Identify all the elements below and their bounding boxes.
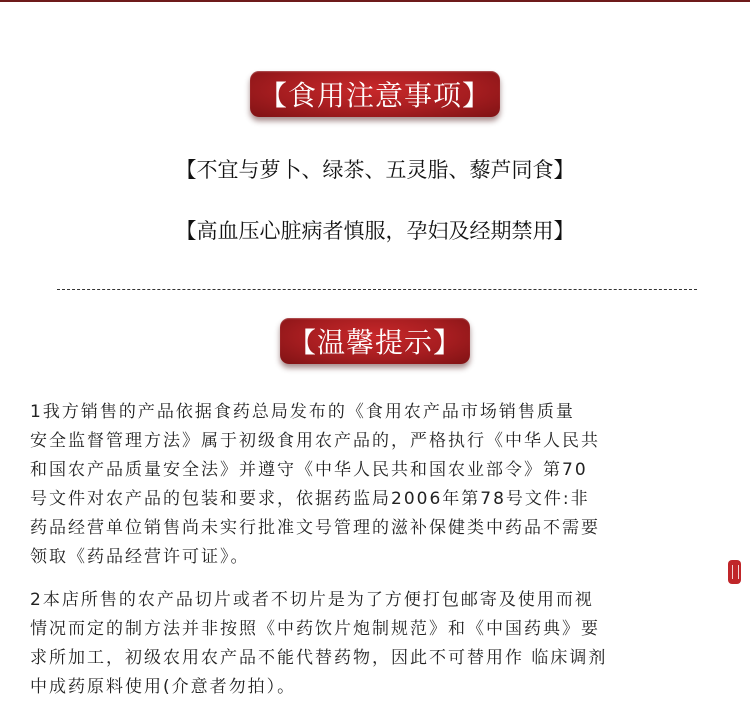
- tip-1-line: 1我方销售的产品依据食药总局发布的《食用农产品市场销售质量: [30, 402, 575, 422]
- tip-1-line: 药品经营单位销售尚未实行批准文号管理的滋补保健类中药品不需要: [30, 518, 600, 538]
- tip-1-line: 和国农产品质量安全法》并遵守《中华人民共和国农业部令》第70: [30, 460, 588, 480]
- tip-paragraph-2: [30, 586, 720, 702]
- dashed-divider: [57, 289, 697, 290]
- warm-tips-title: 【温馨提示】: [287, 326, 462, 359]
- warm-tips-banner: [280, 318, 470, 364]
- tip-2-line: 情况而定的制方法并非按照《中药饮片炮制规范》和《中国药典》要: [30, 619, 600, 639]
- tip-2-line: 中成药原料使用(介意者勿拍）。: [30, 677, 297, 697]
- tip-2-line: 2本店所售的农产品切片或者不切片是为了方便打包邮寄及使用而视: [30, 590, 594, 610]
- seal-stamp-icon: [728, 560, 741, 584]
- tip-1-line: 安全监督管理方法》属于初级食用农产品的，严格执行《中华人民共: [30, 431, 600, 451]
- dietary-notes-banner: [250, 71, 500, 117]
- top-border-line: [0, 0, 750, 2]
- tip-paragraph-1: [30, 398, 720, 572]
- tip-1-line: 领取《药品经营许可证》。: [30, 547, 250, 567]
- contraindications-notice: 【高血压心脏病者慎服，孕妇及经期禁用】: [175, 219, 575, 243]
- dietary-notes-title: 【食用注意事项】: [258, 79, 491, 112]
- tip-2-line: 求所加工，初级农用农产品不能代替药物，因此不可替用作 临床调剂: [30, 648, 608, 668]
- tip-1-line: 号文件对农产品的包装和要求，依据药监局2006年第78号文件:非: [30, 489, 590, 509]
- food-conflict-notice: 【不宜与萝卜、绿茶、五灵脂、藜芦同食】: [175, 158, 575, 182]
